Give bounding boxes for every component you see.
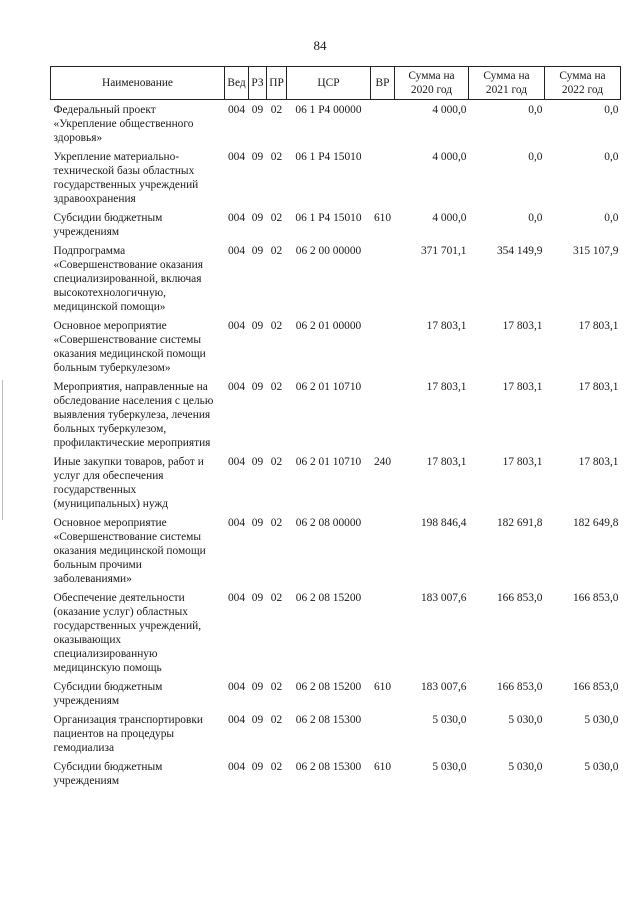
cell-vr	[371, 377, 395, 452]
table-row	[51, 588, 621, 677]
cell-name: Обеспечение деятельности (оказание услуг) областных государственных учреждений, оказывающих специализированную медицинскую помощь	[53, 592, 202, 674]
table-row	[51, 147, 621, 208]
cell-sum-2021: 5 030,0	[508, 761, 543, 773]
cell-vr: 610	[373, 761, 392, 773]
scan-edge-line	[2, 380, 3, 520]
cell-name: Федеральный проект «Укрепление общественного здоровья»	[53, 104, 194, 144]
cell-vr	[371, 513, 395, 588]
cell-sum-2020: 5 030,0	[432, 714, 467, 726]
cell-ved: 004	[227, 592, 246, 604]
cell-rz: 09	[251, 104, 264, 116]
cell-pr: 02	[270, 245, 283, 257]
cell-sum-2020: 183 007,6	[420, 592, 467, 604]
cell-rz: 09	[251, 761, 264, 773]
cell-sum-2020: 17 803,1	[426, 381, 467, 393]
table-row	[51, 452, 621, 513]
cell-sum-2022: 166 853,0	[572, 592, 619, 604]
cell-pr: 02	[270, 151, 283, 163]
cell-rz: 09	[251, 456, 264, 468]
cell-csr: 06 2 08 15300	[295, 761, 362, 773]
cell-vr	[371, 588, 395, 677]
cell-sum-2022: 166 853,0	[572, 681, 619, 693]
cell-name: Иные закупки товаров, работ и услуг для обеспечения государственных (муниципальных) нужд	[53, 456, 204, 510]
header-sum-2020: Сумма на 2020 год	[395, 67, 469, 100]
cell-sum-2020: 371 701,1	[420, 245, 467, 257]
cell-ved: 004	[227, 456, 246, 468]
cell-rz: 09	[251, 212, 264, 224]
cell-vr	[371, 100, 395, 148]
cell-csr: 06 2 08 00000	[295, 517, 362, 529]
cell-sum-2021: 5 030,0	[508, 714, 543, 726]
cell-rz: 09	[251, 245, 264, 257]
cell-csr: 06 1 Р4 15010	[295, 212, 362, 224]
header-rz: РЗ	[249, 67, 267, 100]
cell-rz: 09	[251, 151, 264, 163]
cell-sum-2022: 17 803,1	[578, 456, 619, 468]
cell-ved: 004	[227, 381, 246, 393]
cell-sum-2020: 4 000,0	[432, 104, 467, 116]
cell-sum-2021: 17 803,1	[502, 320, 543, 332]
cell-ved: 004	[227, 320, 246, 332]
header-name: Наименование	[51, 67, 225, 100]
cell-vr: 610	[373, 212, 392, 224]
cell-sum-2022: 0,0	[604, 104, 619, 116]
table-header-row	[51, 67, 621, 100]
cell-vr	[371, 316, 395, 377]
cell-pr: 02	[270, 104, 283, 116]
cell-sum-2021: 166 853,0	[496, 592, 543, 604]
cell-sum-2021: 182 691,8	[496, 517, 543, 529]
cell-sum-2022: 17 803,1	[578, 320, 619, 332]
cell-vr: 240	[373, 456, 392, 468]
cell-rz: 09	[251, 592, 264, 604]
cell-csr: 06 2 01 10710	[295, 381, 362, 393]
cell-pr: 02	[270, 761, 283, 773]
header-csr: ЦСР	[287, 67, 371, 100]
cell-pr: 02	[270, 381, 283, 393]
cell-name: Укрепление материально-технической базы областных государственных учреждений здравоохранения	[53, 151, 199, 205]
header-vr: ВР	[371, 67, 395, 100]
cell-sum-2020: 17 803,1	[426, 456, 467, 468]
cell-sum-2020: 4 000,0	[432, 212, 467, 224]
cell-csr: 06 2 08 15300	[295, 714, 362, 726]
budget-table	[50, 66, 621, 790]
table-row	[51, 241, 621, 316]
cell-pr: 02	[270, 681, 283, 693]
table-row	[51, 513, 621, 588]
cell-csr: 06 2 08 15200	[295, 681, 362, 693]
cell-ved: 004	[227, 104, 246, 116]
cell-sum-2020: 183 007,6	[420, 681, 467, 693]
cell-vr	[371, 241, 395, 316]
table-row	[51, 208, 621, 241]
cell-name: Основное мероприятие «Совершенствование системы оказания медицинской помощи больным туберкулезом»	[53, 320, 206, 374]
cell-ved: 004	[227, 245, 246, 257]
cell-pr: 02	[270, 456, 283, 468]
cell-sum-2022: 0,0	[604, 151, 619, 163]
cell-name: Субсидии бюджетным учреждениям	[53, 761, 163, 787]
cell-sum-2020: 5 030,0	[432, 761, 467, 773]
page-number: 84	[313, 38, 327, 53]
cell-name: Организация транспортировки пациентов на процедуры гемодиализа	[53, 714, 204, 754]
cell-vr: 610	[373, 681, 392, 693]
table-row	[51, 377, 621, 452]
cell-ved: 004	[227, 714, 246, 726]
cell-name: Субсидии бюджетным учреждениям	[53, 212, 163, 238]
cell-ved: 004	[227, 151, 246, 163]
table-row	[51, 710, 621, 757]
cell-sum-2020: 17 803,1	[426, 320, 467, 332]
cell-name: Субсидии бюджетным учреждениям	[53, 681, 163, 707]
cell-csr: 06 2 01 10710	[295, 456, 362, 468]
cell-rz: 09	[251, 714, 264, 726]
cell-csr: 06 2 00 00000	[295, 245, 362, 257]
header-ved: Вед	[225, 67, 249, 100]
cell-ved: 004	[227, 517, 246, 529]
header-sum-2022: Сумма на 2022 год	[545, 67, 621, 100]
cell-csr: 06 2 08 15200	[295, 592, 362, 604]
cell-sum-2021: 0,0	[528, 151, 543, 163]
cell-pr: 02	[270, 212, 283, 224]
cell-csr: 06 1 Р4 15010	[295, 151, 362, 163]
cell-csr: 06 1 Р4 00000	[295, 104, 362, 116]
cell-pr: 02	[270, 592, 283, 604]
cell-csr: 06 2 01 00000	[295, 320, 362, 332]
cell-vr	[371, 710, 395, 757]
cell-sum-2022: 315 107,9	[572, 245, 619, 257]
cell-rz: 09	[251, 320, 264, 332]
cell-sum-2021: 0,0	[528, 212, 543, 224]
cell-sum-2021: 0,0	[528, 104, 543, 116]
cell-sum-2022: 5 030,0	[584, 761, 619, 773]
cell-pr: 02	[270, 714, 283, 726]
table-row	[51, 757, 621, 790]
cell-sum-2022: 0,0	[604, 212, 619, 224]
table-row	[51, 316, 621, 377]
cell-sum-2022: 17 803,1	[578, 381, 619, 393]
cell-sum-2020: 4 000,0	[432, 151, 467, 163]
cell-pr: 02	[270, 320, 283, 332]
cell-ved: 004	[227, 212, 246, 224]
cell-sum-2021: 17 803,1	[502, 456, 543, 468]
cell-ved: 004	[227, 761, 246, 773]
table-row	[51, 100, 621, 148]
cell-name: Подпрограмма «Совершенствование оказания специализированной, включая высокотехнологичную, медицинской помощи»	[53, 245, 203, 313]
header-pr: ПР	[267, 67, 287, 100]
cell-sum-2021: 166 853,0	[496, 681, 543, 693]
cell-ved: 004	[227, 681, 246, 693]
cell-name: Основное мероприятие «Совершенствование системы оказания медицинской помощи больным прочими заболеваниями»	[53, 517, 206, 585]
cell-sum-2022: 182 649,8	[572, 517, 619, 529]
cell-sum-2022: 5 030,0	[584, 714, 619, 726]
cell-vr	[371, 147, 395, 208]
cell-pr: 02	[270, 517, 283, 529]
cell-sum-2020: 198 846,4	[420, 517, 467, 529]
cell-rz: 09	[251, 681, 264, 693]
cell-rz: 09	[251, 381, 264, 393]
cell-rz: 09	[251, 517, 264, 529]
table-row	[51, 677, 621, 710]
cell-sum-2021: 354 149,9	[496, 245, 543, 257]
cell-sum-2021: 17 803,1	[502, 381, 543, 393]
header-sum-2021: Сумма на 2021 год	[469, 67, 545, 100]
cell-name: Мероприятия, направленные на обследование населения с целью выявления туберкулеза, лечения больных туберкулезом, профилактические мероприятия	[53, 381, 214, 449]
